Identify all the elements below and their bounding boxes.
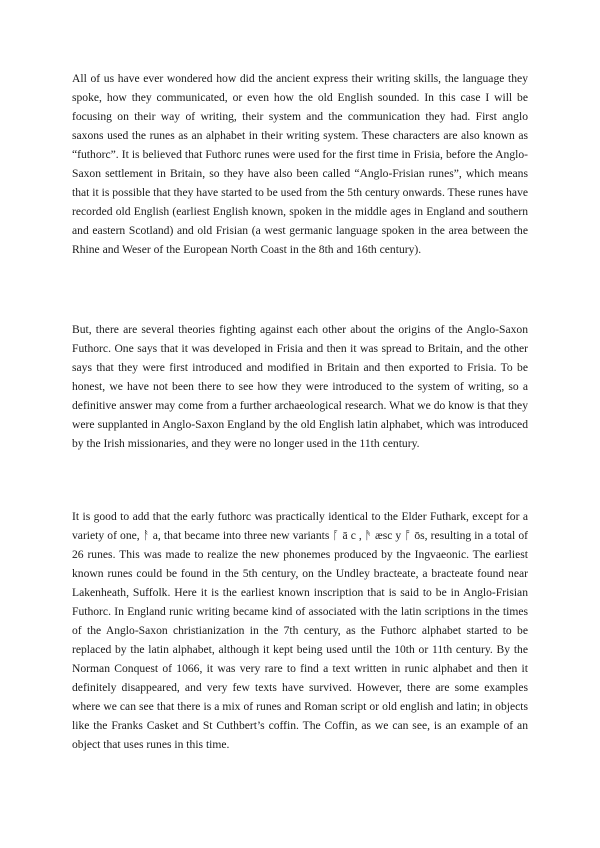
paragraph-futhorc-intro: All of us have ever wondered how did the ancient express their writing skills, the language they spoke, how they communicated, or even how the old English sounded. In this case I will be focusing on their way of writing, their system and the communication they had. First anglo saxons used the runes as an alphabet in their writing system. These characters are also known as “futhorc”. It is believed that Futhorc runes were used for the first time in Frisia, before the Anglo-Saxon settlement in Britain, so they have also been called “Anglo-Frisian runes”, which means that it is possible that they have started to be used from the 5th century onwards. These runes have recorded old English (earliest English known, spoken in the middle ages in England and southern and eastern Scotland) and old Frisian (a west germanic language spoken in the area between the Rhine and Weser of the European North Coast in the 8th and 16th century). bbox=[72, 72, 529, 256]
paragraph-runic-history: It is good to add that the early futhorc was practically identical to the Elder Futhark, except for a variety of one, ᚨ a, that became into three new variants ᚪ ā c , ᚫ æsc y ᚩ ōs, resulting in a total of 26 runes. This was made to realize the new phonemes produced by the Ingvaeonic. The earliest known runes could be found in the 5th century, on the Undley bracteate, a bracteate found near Lakenheath, Suffolk. Here it is the earliest known inscription that is said to be in Anglo-Frisian Futhorc. In England runic writing became kind of associated with the latin scriptions in the times of the Anglo-Saxon christianization in the 7th century, as the Futhorc alphabet started to be replaced by the latin alphabet, although it kept being used until the 10th or 11th century. By the Norman Conquest of 1066, it was very rare to find a text written in runic alphabet and then it definitely disappeared, and very few texts have survived. However, there are some examples where we can see that there is a mix of runes and Roman script or old english and latin; in objects like the Franks Casket and St Cuthbert’s coffin. The Coffin, as we can see, is an example of an object that uses runes in this time. bbox=[72, 510, 528, 751]
paragraph-origin-theories: But, there are several theories fighting against each other about the origins of the Anglo-Saxon Futhorc. One says that it was developed in Frisia and then it was spread to Britain, and the other says that they were first introduced and modified in Britain and then exported to Frisia. To be honest, we have not been there to see how they were introduced to the system of writing, so a definitive answer may come from a further archaeological research. What we do know is that they were supplanted in Anglo-Saxon England by the old English latin alphabet, which was introduced by the Irish missionaries, and they were no longer used in the 11th century. bbox=[72, 323, 528, 450]
